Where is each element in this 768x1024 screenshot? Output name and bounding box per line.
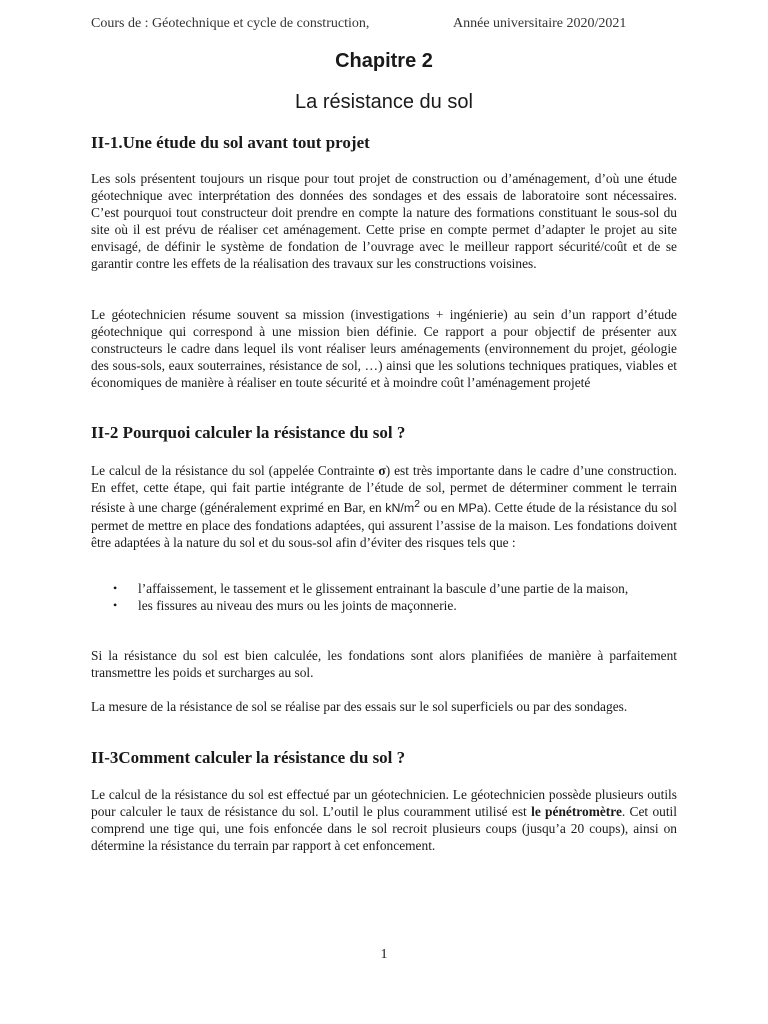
academic-year: Année universitaire 2020/2021: [453, 16, 627, 31]
section-heading-3: II-3Comment calculer la résistance du sol ?: [91, 748, 406, 767]
section-2-intro: Le calcul de la résistance du sol (appelée Contrainte σ) est très importante dans le cadre d’une construction. En effet, cette étape, qui fait partie intégrante de l’étude de sol, permet de déterminer comment le terrain résiste à une charge (généralement exprimé en Bar, en $kN/m^2$ ou en MPa). Cette étude de la résistance du sol permet de mettre en place des fondations adaptées, qui assurent l’assise de la maison. Les fondations doivent être adaptées à la nature du sol et du sous-sol afin d’éviter des risques tels que :: [91, 463, 677, 551]
section-1-paragraph-2: Le géotechnicien résume souvent sa mission (investigations + ingénierie) au sein d’un rapport d’étude géotechnique qui correspond à une mission bien définie. Ce rapport a pour objectif de présenter aux constructeurs le cadre dans lequel ils vont réaliser leurs aménagements (environnement du projet, géologie des sous-sols, eaux souterraines, résistance de sol, …) ainsi que les solutions techniques pratiques, viables et économiques de manière à réaliser en toute sécurité et à moindre coût l’aménagement projeté: [91, 307, 677, 390]
list-item: • les fissures au niveau des murs ou les joints de maçonnerie.: [113, 598, 457, 613]
penetrometre-term: le pénétromètre: [531, 804, 622, 819]
running-header: [91, 16, 677, 34]
course-title: Cours de : Géotechnique et cycle de construction,: [91, 16, 370, 31]
sigma-symbol: σ: [378, 463, 386, 478]
risk-list: [91, 580, 677, 614]
chapter-title: La résistance du sol: [295, 91, 473, 113]
unit-mpa: ou en MPa): [423, 501, 488, 516]
section-2-paragraph-2: Si la résistance du sol est bien calculée, les fondations sont alors planifiées de manière à parfaitement transmettre les poids et surcharges au sol.: [91, 648, 677, 680]
bullet-icon: •: [113, 581, 118, 595]
section-3-paragraph: Le calcul de la résistance du sol est effectué par un géotechnicien. Le géotechnicien possède plusieurs outils pour calculer le taux de résistance du sol. L’outil le plus couramment utilisé est le pénétromètre. Cet outil comprend une tige qui, une fois enfoncée dans le sol recroit plusieurs coups (jusqu’a 20 coups), ainsi on détermine la résistance du terrain par rapport à cet enfoncement.: [91, 787, 677, 853]
list-item: • l’affaissement, le tassement et le glissement entrainant la bascule d’une partie de la maison,: [113, 581, 629, 596]
chapter-number: Chapitre 2: [335, 50, 433, 72]
bullet-icon: •: [113, 598, 118, 612]
page-number: 1: [380, 947, 388, 962]
section-heading-1: II-1.Une étude du sol avant tout projet: [91, 133, 370, 152]
section-heading-2: II-2 Pourquoi calculer la résistance du sol ?: [91, 423, 406, 442]
section-2-paragraph-3: La mesure de la résistance de sol se réalise par des essais sur le sol superficiels ou par des sondages.: [91, 699, 628, 714]
unit-kn-m2: $kN/m^2$: [385, 499, 420, 516]
section-1-paragraph-1: Les sols présentent toujours un risque pour tout projet de construction ou d’aménagement, d’où une étude géotechnique avec interprétation des données des sondages et des essais de laboratoire sont nécessaires. C’est pourquoi tout constructeur doit prendre en compte la nature des formations constituant le sous-sol du site où il est prévu de réaliser cet aménagement. Cette prise en compte permet d’adapter le projet au site envisagé, de définir le système de fondation de l’ouvrage avec le meilleur rapport sécurité/coût et de se garantir contre les effets de la réalisation des travaux sur les constructions voisines.: [91, 171, 677, 271]
